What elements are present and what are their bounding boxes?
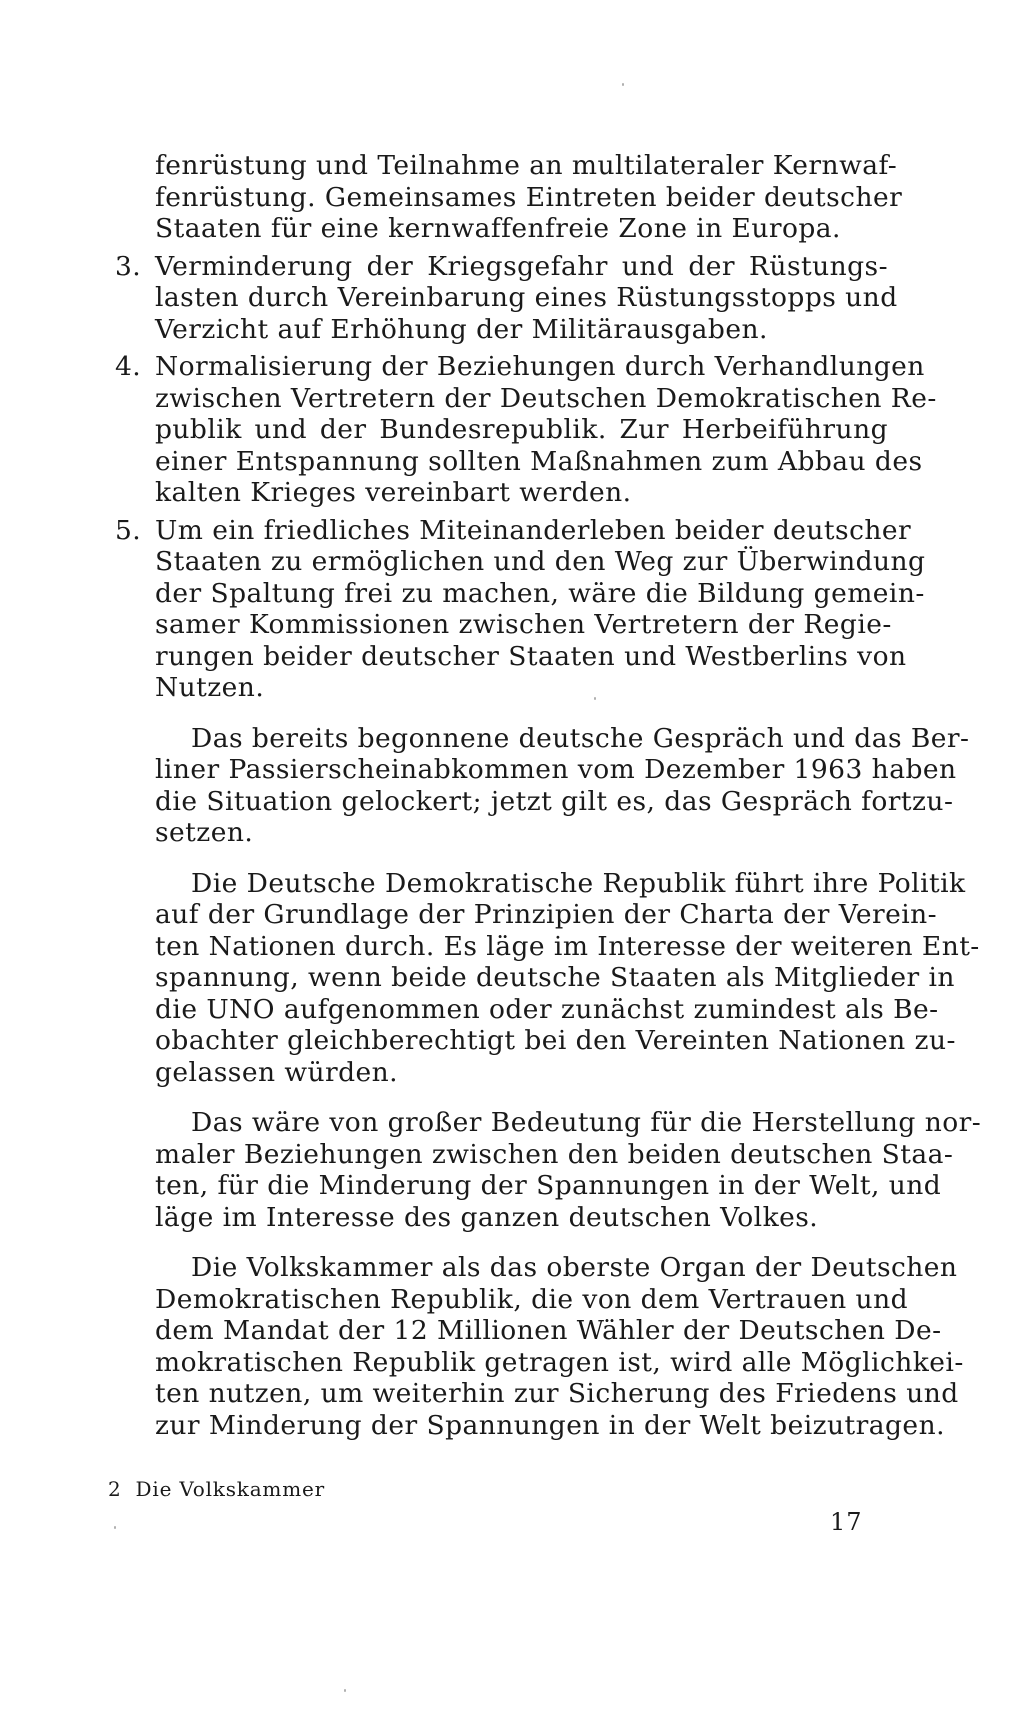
- text-line: Verzicht auf Erhöhung der Militärausgaben.: [155, 313, 768, 345]
- text-line: zwischen Vertretern der Deutschen Demokratischen Re-: [155, 382, 937, 414]
- text-line: ten nutzen, um weiterhin zur Sicherung des Friedens und: [155, 1378, 959, 1409]
- text-line: Das wäre von großer Bedeutung für die Herstellung nor-: [191, 1107, 982, 1138]
- text-line: publik und der Bundesrepublik. Zur Herbeiführung: [155, 414, 888, 445]
- text-line: Nutzen.: [155, 672, 265, 703]
- text-line: auf der Grundlage der Prinzipien der Charta der Verein-: [155, 899, 938, 930]
- text-line: fenrüstung und Teilnahme an multilateraler Kernwaf-: [155, 150, 898, 181]
- paragraph-bedeutung: [155, 1107, 982, 1233]
- text-line: liner Passierscheinabkommen vom Dezember 1963 haben: [155, 754, 957, 785]
- intro-continuation: [155, 150, 903, 245]
- list-number: 3.: [115, 250, 142, 282]
- text-line: Die Deutsche Demokratische Republik führt ihre Politik: [191, 867, 966, 899]
- list-item-5: [115, 514, 926, 704]
- text-line: Demokratischen Republik, die von dem Vertrauen und: [155, 1283, 908, 1315]
- text-line: zur Minderung der Spannungen in der Welt beizutragen.: [155, 1409, 945, 1441]
- text-line: fenrüstung. Gemeinsames Eintreten beider deutscher: [155, 181, 903, 213]
- text-line: die UNO aufgenommen oder zunächst zumindest als Be-: [155, 993, 939, 1025]
- text-line: Um ein friedliches Miteinanderleben beider deutscher: [155, 514, 912, 546]
- paragraph-volkskammer: [155, 1252, 964, 1441]
- page-number: 17: [830, 1508, 863, 1536]
- text-line: einer Entspannung sollten Maßnahmen zum Abbau des: [155, 445, 923, 477]
- text-line: samer Kommissionen zwischen Vertretern der Regie-: [155, 609, 892, 640]
- text-line: läge im Interesse des ganzen deutschen Volkes.: [155, 1201, 819, 1233]
- signature-mark: 2: [108, 1477, 122, 1501]
- text-line: Staaten für eine kernwaffenfreie Zone in Europa.: [155, 213, 841, 244]
- list-item-4: [115, 351, 937, 509]
- list-number: 4.: [115, 351, 142, 382]
- body-text: [115, 150, 982, 1441]
- text-line: Das bereits begonnene deutsche Gespräch und das Ber-: [191, 722, 970, 754]
- text-line: die Situation gelockert; jetzt gilt es, das Gespräch fortzu-: [155, 785, 954, 817]
- text-line: ten Nationen durch. Es läge im Interesse der weiteren Ent-: [155, 930, 980, 962]
- paragraph-uno: [155, 867, 980, 1089]
- text-line: Die Volkskammer als das oberste Organ der Deutschen: [191, 1252, 958, 1283]
- paragraph-passierschein: [155, 722, 970, 849]
- text-line: ten, für die Minderung der Spannungen in der Welt, und: [155, 1170, 942, 1201]
- list-number: 5.: [115, 514, 142, 546]
- list-item-3: [115, 250, 898, 346]
- text-line: spannung, wenn beide deutsche Staaten als Mitglieder in: [155, 962, 955, 993]
- text-line: gelassen würden.: [155, 1056, 399, 1088]
- paper-speck: [114, 1526, 116, 1529]
- page-footer: [108, 1477, 325, 1501]
- text-line: kalten Krieges vereinbart werden.: [155, 477, 632, 508]
- text-line: Verminderung der Kriegsgefahr und der Rüstungs-: [155, 250, 888, 282]
- text-line: mokratischen Republik getragen ist, wird alle Möglichkei-: [155, 1346, 964, 1378]
- text-line: maler Beziehungen zwischen den beiden deutschen Staa-: [155, 1138, 954, 1170]
- paper-speck: [344, 1689, 346, 1692]
- running-title: Die Volkskammer: [135, 1477, 325, 1501]
- text-line: Normalisierung der Beziehungen durch Verhandlungen: [155, 351, 925, 382]
- paper-speck: [622, 83, 624, 86]
- text-line: Staaten zu ermöglichen und den Weg zur Überwindung: [155, 546, 926, 577]
- text-line: dem Mandat der 12 Millionen Wähler der Deutschen De-: [155, 1315, 942, 1346]
- text-line: der Spaltung frei zu machen, wäre die Bildung gemein-: [155, 577, 925, 609]
- text-line: rungen beider deutscher Staaten und Westberlins von: [155, 640, 907, 672]
- text-line: obachter gleichberechtigt bei den Vereinten Nationen zu-: [155, 1025, 956, 1056]
- text-line: lasten durch Vereinbarung eines Rüstungsstopps und: [155, 282, 898, 313]
- text-line: setzen.: [155, 817, 254, 848]
- paper-speck: [594, 697, 596, 700]
